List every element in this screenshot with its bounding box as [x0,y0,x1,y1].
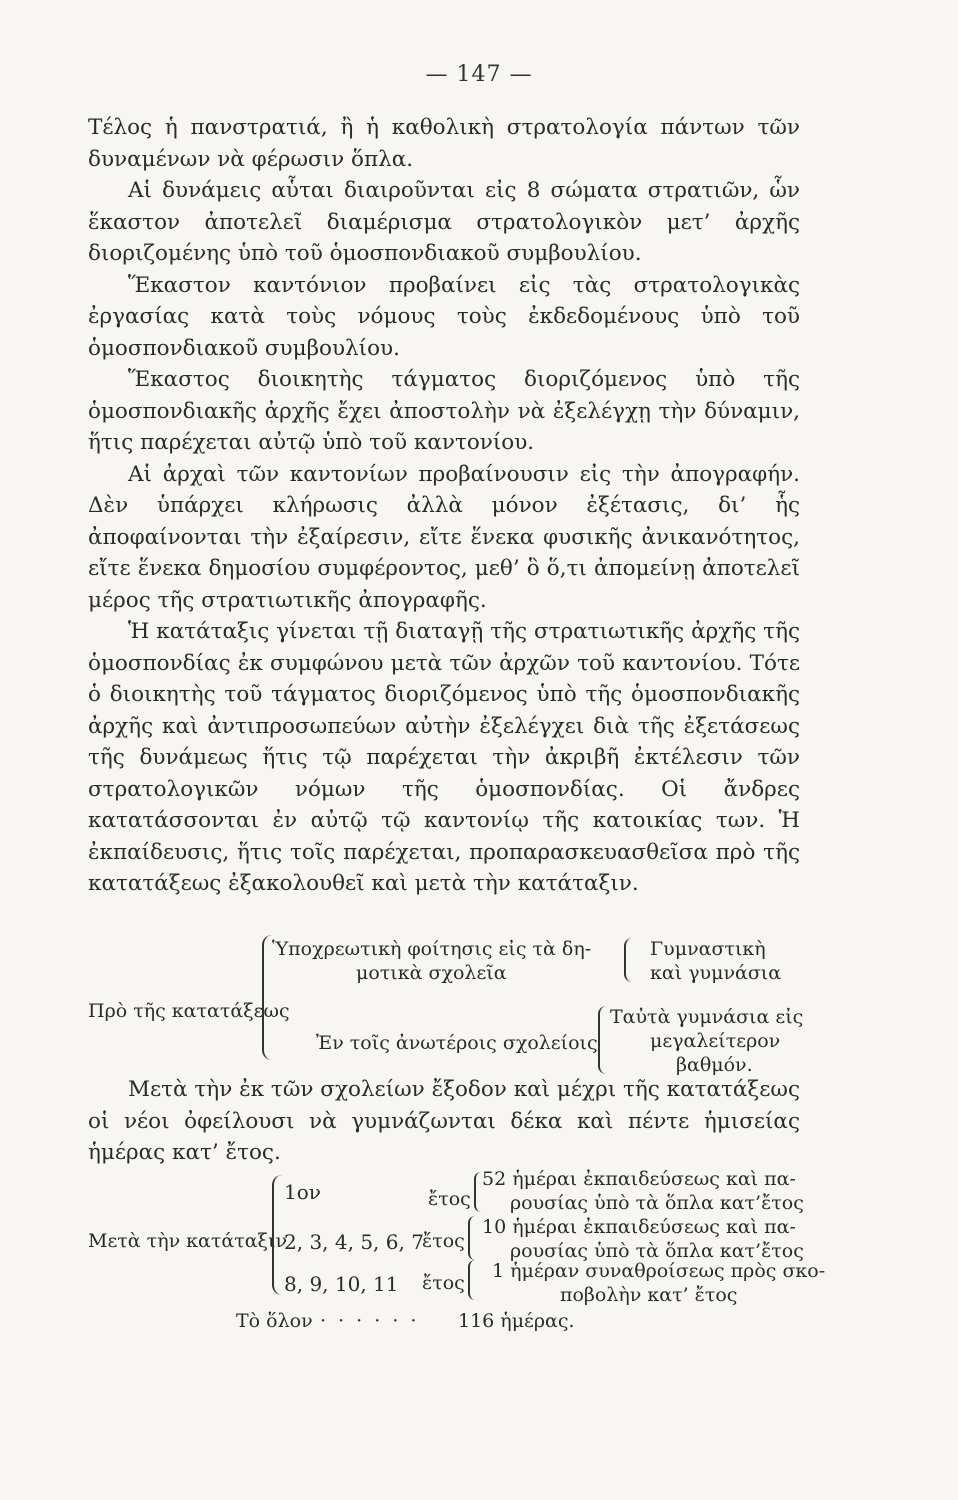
days-cell: 52 ἡμέραι ἐκπαιδεύσεως καὶ πα- [482,1168,796,1190]
years-cell: 8, 9, 10, 11 [284,1272,399,1296]
days-cell: ρουσίας ὑπὸ τὰ ὅπλα κατ’ἔτος [510,1192,804,1214]
brace-icon [624,938,632,982]
table-cell: Γυμναστικὴ [650,938,766,960]
table-cell: Ἐν τοῖς ἀνωτέροις σχολείοις [316,1032,598,1054]
table-label: Πρὸ τῆς κατατάξεως [88,1000,290,1022]
total-value: 116 ἡμέρας. [458,1310,575,1332]
brace-icon [474,1172,481,1212]
year-word: ἔτος [422,1230,465,1252]
years-cell: 2, 3, 4, 5, 6, 7 [284,1230,424,1254]
table-cell: Ταὐτὰ γυμνάσια εἰς [610,1006,804,1028]
body-text-2 [88,1074,800,1169]
table-cell: βαθμόν. [676,1054,753,1076]
page-number: — 147 — [425,62,533,87]
days-cell: ρουσίας ὑπὸ τὰ ὅπλα κατ’ἔτος [510,1240,804,1262]
total-label: Τὸ ὅλον [236,1310,313,1332]
paragraph: Μετὰ τὴν ἐκ τῶν σχολείων ἔξοδον καὶ μέχρι τῆς κατατάξεως οἱ νέοι ὀφείλουσι νὰ γυμνάζωνται δέκα καὶ πέντε ἡμισείας ἡμέρας κατ’ ἔτος. [88,1077,800,1165]
total-dots: · · · · · · [320,1310,420,1332]
paragraph: Ἕκαστον καντόνιον προβαίνει εἰς τὰς στρατολογικὰς ἐργασίας κατὰ τοὺς νόμους τοὺς ἐκδεδομένους ὑπὸ τοῦ ὁμοσπονδιακοῦ συμβουλίου. [88,272,800,361]
brace-icon [272,1175,284,1295]
paragraph: Αἱ δυνάμεις αὗται διαιροῦνται εἰς 8 σώματα στρατιῶν, ὧν ἕκαστον ἀποτελεῖ διαμέρισμα στρατολογικὸν μετ’ ἀρχῆς διοριζομένης ὑπὸ τοῦ ὁμοσπονδιακοῦ συμβουλίου. [88,178,800,266]
table-cell: Ὑποχρεωτικὴ φοίτησις εἰς τὰ δη- [272,938,592,960]
brace-icon [468,1260,475,1300]
table-cell: μοτικὰ σχολεῖα [356,962,507,984]
table-cell: μεγαλείτερον [650,1030,781,1052]
paragraph: Τέλος ἡ πανστρατιά, ἢ ἡ καθολικὴ στρατολογία πάντων τῶν δυναμένων νὰ φέρωσιν ὅπλα. [88,115,800,172]
days-cell: 1 ἡμέραν συναθροίσεως πρὸς σκο- [492,1260,826,1282]
years-cell: 1ον [284,1180,321,1204]
brace-icon [598,1006,606,1074]
paragraph: Ἕκαστος διοικητὴς τάγματος διοριζόμενος ὑπὸ τῆς ὁμοσπονδιακῆς ἀρχῆς ἔχει ἀποστολὴν νὰ ἐξελέγχῃ τὴν δύναμιν, ἥτις παρέχεται αὐτῷ ὑπὸ τοῦ καντονίου. [88,367,800,455]
paragraph: Αἱ ἀρχαὶ τῶν καντονίων προβαίνουσιν εἰς τὴν ἀπογραφήν. Δὲν ὑπάρχει κλήρωσις ἀλλὰ μόνον ἐξέτασις, δι’ ἧς ἀποφαίνονται τὴν ἐξαίρεσιν, εἴτε ἕνεκα φυσικῆς ἀνικανότητος, εἴτε ἕνεκα δημοσίου συμφέροντος, μεθ’ ὃ ὅ,τι ἀπομείνῃ ἀποτελεῖ μέρος τῆς στρατιωτικῆς ἀπογραφῆς. [88,461,800,613]
body-text [88,112,800,900]
table-cell: καὶ γυμνάσια [650,962,782,984]
year-word: ἔτος [428,1188,471,1210]
paragraph: Ἡ κατάταξις γίνεται τῇ διαταγῇ τῆς στρατιωτικῆς ἀρχῆς τῆς ὁμοσπονδίας ἐκ συμφώνου μετὰ τῶν ἀρχῶν τοῦ καντονίου. Τότε ὁ διοικητὴς τοῦ τάγματος διοριζόμενος ὑπὸ τῆς ὁμοσπονδιακῆς ἀρχῆς καὶ ἀντιπροσωπεύων αὐτὴν ἐξελέγχει διὰ τῆς ἐξετάσεως τῆς δυνάμεως ἥτις τῷ παρέχεται τὴν ἀκριβῆ ἐκτέλεσιν τῶν στρατολογικῶν νόμων τῆς ὁμοσπονδίας. Οἱ ἄνδρες κατατάσσονται ἐν αὐτῷ τῷ καντονίῳ τῆς κατοικίας των. Ἡ ἐκπαίδευσις, ἥτις τοῖς παρέχεται, προπαρασκευασθεῖσα πρὸ τῆς κατατάξεως ἐξακολουθεῖ καὶ μετὰ τὴν κατάταξιν. [88,619,800,896]
days-cell: 10 ἡμέραι ἐκπαιδεύσεως καὶ πα- [482,1216,796,1238]
year-word: ἔτος [422,1272,465,1294]
brace-icon [468,1216,475,1260]
table-label: Μετὰ τὴν κατάταξιν [88,1230,288,1252]
days-cell: ποβολὴν κατ’ ἔτος [560,1284,738,1306]
